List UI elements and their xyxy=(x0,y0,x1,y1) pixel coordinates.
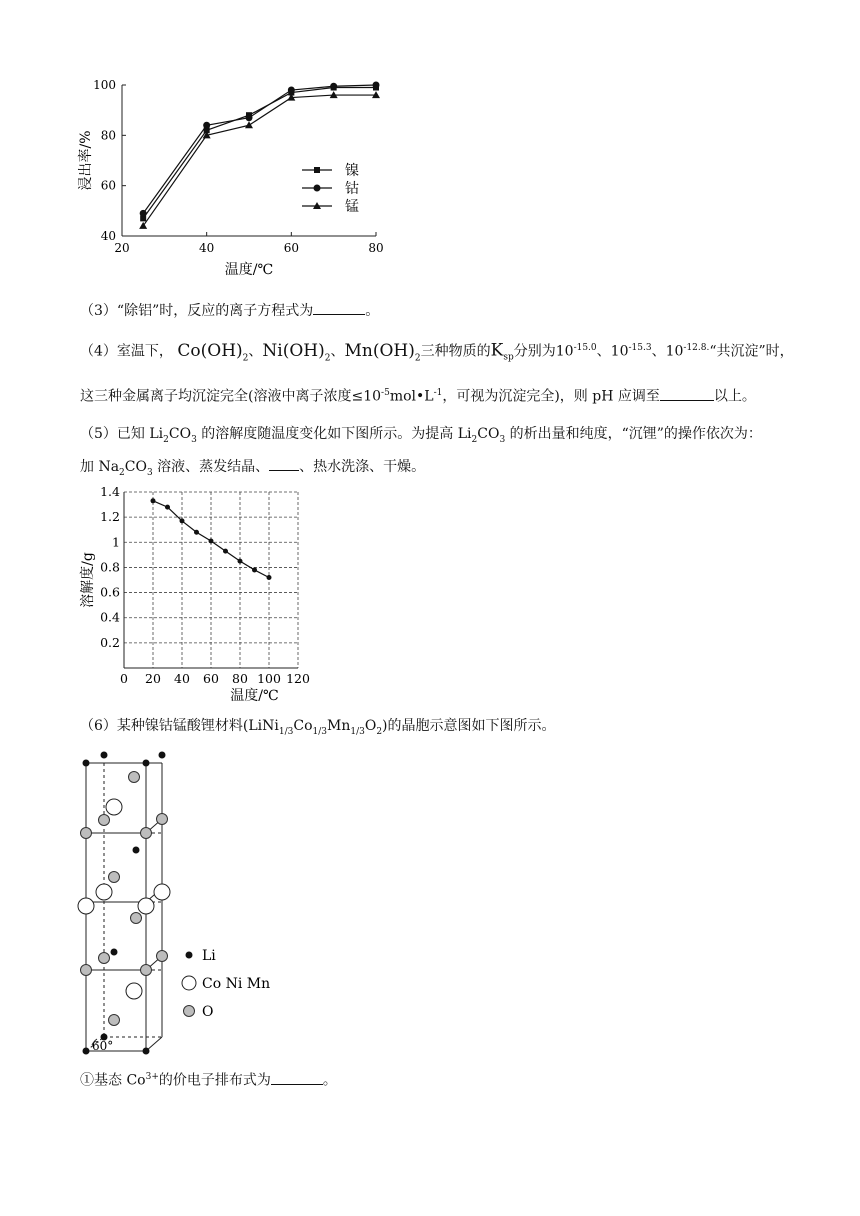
series-line xyxy=(143,95,376,226)
q6-text: O xyxy=(364,718,377,734)
subscript: 2 xyxy=(163,434,169,445)
x-tick-label: 80 xyxy=(368,241,384,255)
oh-group: OH xyxy=(289,340,319,361)
answer-blank[interactable] xyxy=(313,300,365,315)
data-point xyxy=(209,539,214,544)
leaching-rate-chart xyxy=(70,70,400,285)
y-tick-label: 60 xyxy=(100,178,116,193)
legend-li-label: Li xyxy=(202,948,216,964)
series-line xyxy=(143,88,376,219)
co-oh2-formula: $Co(OH)_2$ xyxy=(177,340,249,364)
ksp-value-1: 10 xyxy=(555,343,574,360)
le-symbol: ≤ xyxy=(351,388,364,405)
ksp-exp-2: -15.3 xyxy=(628,343,652,353)
ksp-value-2: 10 xyxy=(610,343,629,360)
q5-text: 溶液、蒸发结晶、 xyxy=(152,459,270,475)
question-4-line2-c: 以上。 xyxy=(713,388,756,405)
y-tick-label: 0.4 xyxy=(100,609,120,625)
y-tick-label: 1.4 xyxy=(100,484,120,499)
conc-exp: -5 xyxy=(381,388,390,398)
subscript: 2 xyxy=(119,467,125,478)
triangle-marker xyxy=(245,121,253,128)
q5-text: （5）已知 Li xyxy=(80,426,164,442)
data-point xyxy=(194,530,199,535)
subscript: 1/3 xyxy=(278,726,294,737)
subscript: 3 xyxy=(146,467,153,478)
separator: 、 xyxy=(330,343,345,360)
crystal-legend xyxy=(182,948,270,1020)
x-tick-label: 60 xyxy=(203,671,219,686)
y-axis-label: 溶解度/g xyxy=(80,552,96,608)
q6-text: Co xyxy=(293,718,313,734)
data-point xyxy=(252,567,257,572)
q5-text: 的溶解度随温度变化如下图所示。为提高 Li xyxy=(196,426,472,442)
q5-text: CO xyxy=(168,426,192,442)
answer-blank[interactable] xyxy=(271,1070,323,1085)
x-tick-label: 20 xyxy=(114,241,130,255)
ksp-exp-3: -12.8. xyxy=(683,343,710,353)
mn-symbol: Mn xyxy=(344,340,373,361)
o-atoms xyxy=(81,772,168,1026)
ksp-subscript: sp xyxy=(503,352,514,363)
data-point xyxy=(165,505,170,510)
x-axis-label: 温度/℃ xyxy=(224,262,274,278)
question-3 xyxy=(80,300,379,321)
y-tick-label: 100 xyxy=(93,78,116,92)
q6-text: Mn xyxy=(326,718,351,734)
subscript: 2 xyxy=(324,353,331,364)
conc-unit-exp: -1 xyxy=(433,388,443,398)
question-3-end: 。 xyxy=(365,303,380,319)
y-axis-label: 浸出率/% xyxy=(78,130,94,191)
circle-marker xyxy=(288,87,295,94)
q7-text: ①基态 Co xyxy=(80,1072,146,1089)
subscript: 1/3 xyxy=(312,726,327,737)
subscript: 3 xyxy=(499,434,506,445)
q5-text: 的析出量和纯度，“沉锂”的操作依次为： xyxy=(505,426,762,442)
question-5-line-1 xyxy=(80,424,762,450)
legend-label: 钴 xyxy=(345,181,359,197)
conc-unit: mol•L xyxy=(389,388,434,405)
question-4-intro: （4）室温下， xyxy=(80,343,173,360)
x-tick-label: 60 xyxy=(283,241,299,255)
q6-text: )的晶胞示意图如下图所示。 xyxy=(382,718,556,734)
data-point xyxy=(223,549,228,554)
co-symbol: Co xyxy=(177,340,201,361)
y-tick-label: 40 xyxy=(100,229,116,243)
separator: 、 xyxy=(651,343,666,360)
legend-o-label: O xyxy=(202,1004,214,1020)
data-point xyxy=(238,559,243,564)
x-tick-label: 80 xyxy=(232,671,248,686)
circle-marker xyxy=(330,83,337,90)
legend-metal-marker xyxy=(182,976,196,990)
legend-li-marker xyxy=(186,952,193,959)
solubility-chart xyxy=(70,480,330,705)
q7-text: 的价电子排布式为 xyxy=(158,1072,271,1089)
question-4-tail: “共沉淀”时， xyxy=(709,343,794,360)
legend-label: 锰 xyxy=(345,199,359,215)
subscript: 2 xyxy=(414,353,421,364)
oh-group: OH xyxy=(207,340,237,361)
question-5-line-2 xyxy=(80,456,425,483)
question-4-mid: 三种物质的 xyxy=(420,343,491,360)
q7-text: 。 xyxy=(322,1072,337,1089)
series-line xyxy=(143,85,376,213)
subscript: 2 xyxy=(376,726,383,737)
x-tick-label: 40 xyxy=(174,671,190,686)
q5-text: CO xyxy=(124,459,147,475)
circle-marker xyxy=(203,122,210,129)
subscript: 2 xyxy=(471,434,478,445)
question-7 xyxy=(80,1067,337,1091)
circle-marker xyxy=(246,114,253,121)
data-point xyxy=(267,575,272,580)
mn-oh2-formula: $Mn(OH)_2$ xyxy=(344,340,421,364)
circle-marker xyxy=(140,210,147,217)
separator: 、 xyxy=(248,343,263,360)
question-4-line-2 xyxy=(80,383,756,407)
y-tick-label: 0.2 xyxy=(100,634,120,650)
subscript: 3 xyxy=(191,434,197,445)
x-tick-label: 20 xyxy=(145,671,161,686)
superscript: 3+ xyxy=(145,1072,159,1082)
x-tick-label: 100 xyxy=(257,671,281,686)
separator: 、 xyxy=(596,343,611,360)
data-point xyxy=(151,498,156,503)
answer-blank[interactable] xyxy=(660,386,714,401)
question-3-text: （3）“除铝”时，反应的离子方程式为 xyxy=(80,303,314,319)
y-tick-label: 1.2 xyxy=(100,509,120,525)
y-tick-label: 0.6 xyxy=(100,584,120,600)
q6-text: （6）某种镍钴锰酸锂材料(LiNi xyxy=(80,718,279,734)
legend-label: 镍 xyxy=(345,163,359,179)
q5-text: CO xyxy=(477,426,500,442)
angle-label: 60° xyxy=(92,1039,114,1053)
circle-marker xyxy=(373,82,380,89)
question-6 xyxy=(80,716,556,742)
x-tick-label: 120 xyxy=(286,671,310,686)
y-tick-label: 80 xyxy=(100,128,116,143)
y-tick-label: 0.8 xyxy=(100,559,120,575)
x-tick-label: 0 xyxy=(120,671,128,686)
question-4-mid2: 分别为 xyxy=(513,343,556,360)
oh-group: OH xyxy=(379,340,409,361)
question-4-line2-b: ，可视为沉淀完全)，则 pH 应调至 xyxy=(442,388,660,405)
x-axis-label: 温度/℃ xyxy=(230,688,279,704)
ni-oh2-formula: $Ni(OH)_2$ xyxy=(262,340,331,364)
question-4-line2-a: 这三种金属离子均沉淀完全(溶液中离子浓度 xyxy=(80,388,352,405)
ksp-exp-1: -15.0 xyxy=(573,343,597,353)
subscript: 2 xyxy=(242,353,249,364)
square-marker xyxy=(314,167,320,173)
circle-marker xyxy=(314,185,321,192)
ksp-symbol: K xyxy=(490,340,504,361)
subscript: 1/3 xyxy=(350,726,365,737)
legend-o-marker xyxy=(184,1006,195,1017)
crystal-unit-cell xyxy=(70,745,300,1060)
conc-base: 10 xyxy=(363,388,382,405)
data-point xyxy=(180,518,185,523)
ksp-value-3: 10 xyxy=(665,343,684,360)
q5-text: 加 Na xyxy=(80,459,120,475)
x-tick-label: 40 xyxy=(199,241,215,255)
ni-symbol: Ni xyxy=(262,340,283,361)
q5-text: 、热水洗涤、干燥。 xyxy=(299,459,426,475)
y-tick-label: 1 xyxy=(112,534,120,550)
answer-blank[interactable] xyxy=(269,456,299,471)
question-4-line-1 xyxy=(80,338,794,368)
legend-metal-label: Co Ni Mn xyxy=(202,976,271,992)
